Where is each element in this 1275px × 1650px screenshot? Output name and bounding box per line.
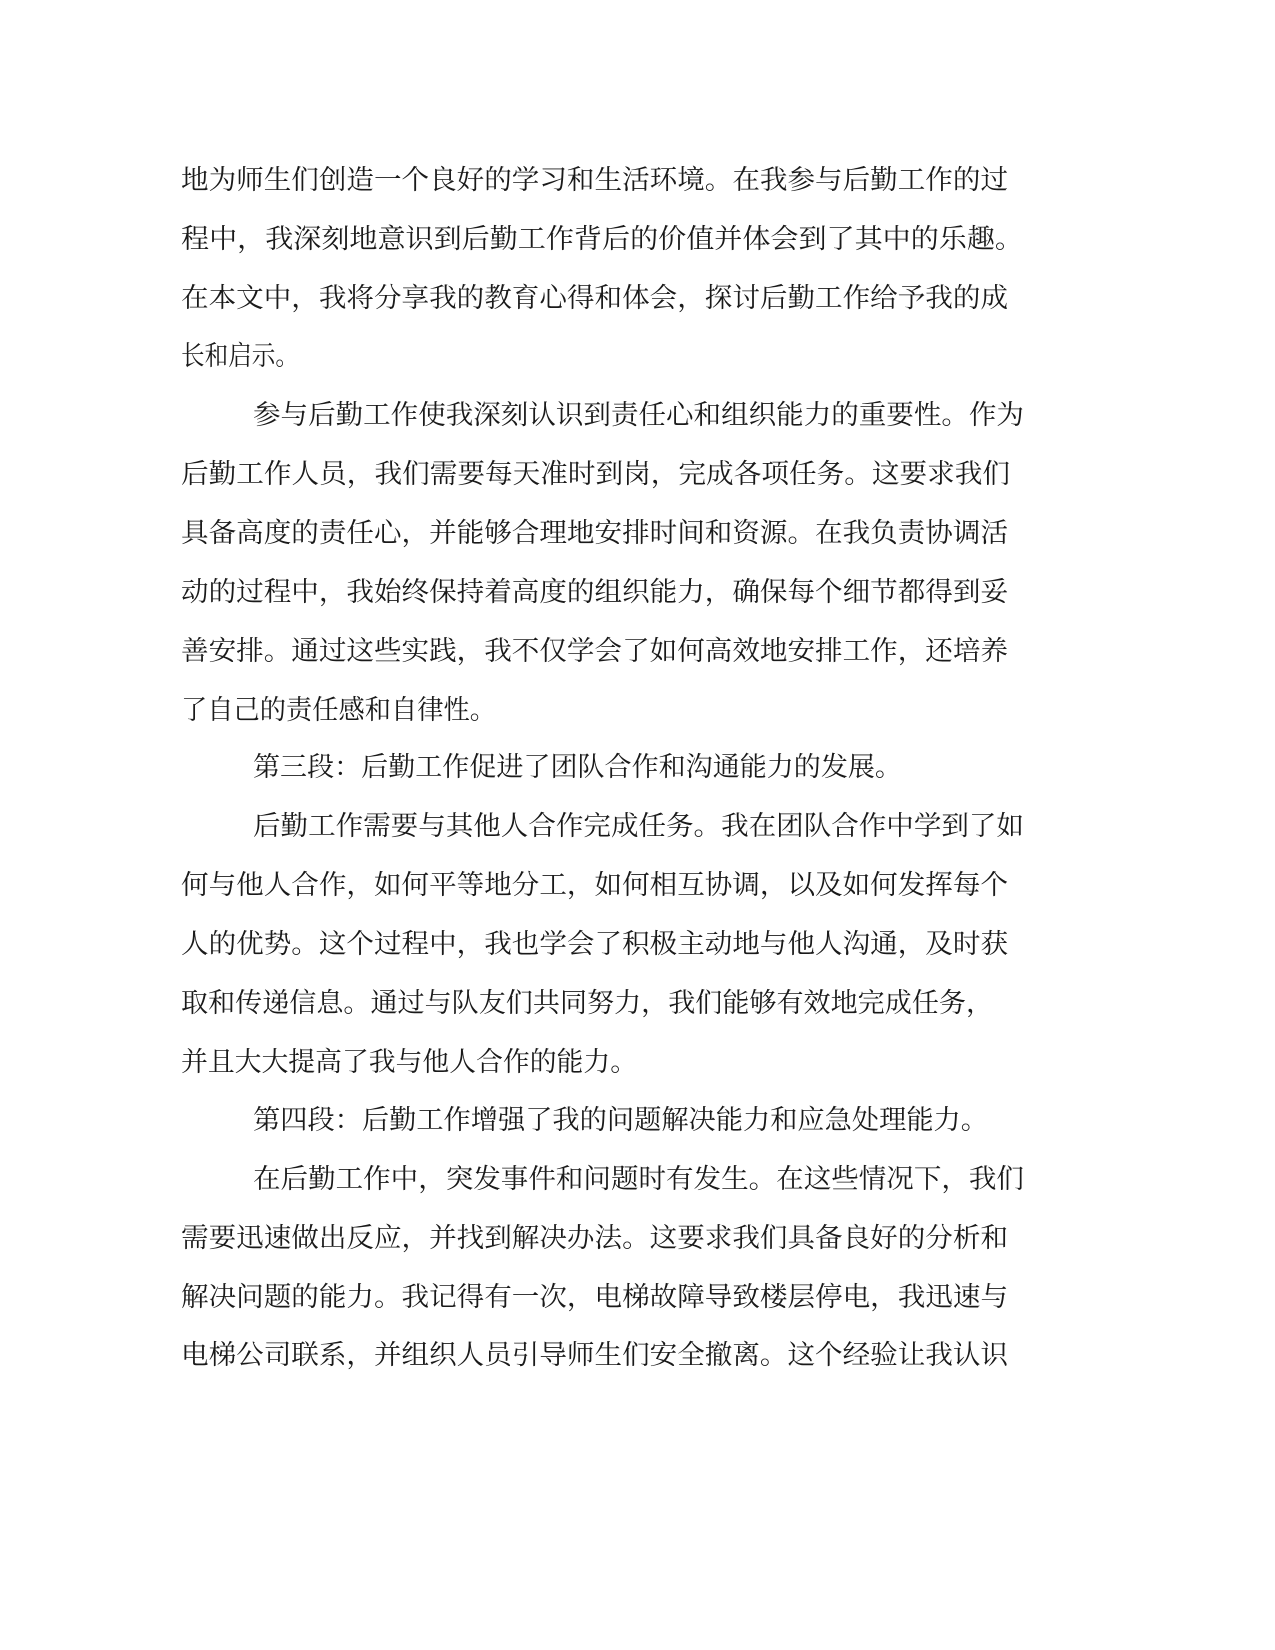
paragraph-first-line: 在后勤工作中，突发事件和问题时有发生。在这些情况下，我们 (253, 1164, 1024, 1195)
body-text-line: 需要迅速做出反应，并找到解决办法。这要求我们具备良好的分析和 (181, 1223, 1009, 1254)
body-text-line: 人的优势。这个过程中，我也学会了积极主动地与他人沟通，及时获 (181, 929, 1009, 960)
body-text-line: 了自己的责任感和自律性。 (181, 695, 496, 726)
body-text-line: 并且大大提高了我与他人合作的能力。 (181, 1047, 638, 1078)
section-heading: 第三段：后勤工作促进了团队合作和沟通能力的发展。 (253, 752, 902, 783)
body-text-line: 地为师生们创造一个良好的学习和生活环境。在我参与后勤工作的过 (181, 165, 1009, 196)
body-text-line: 何与他人合作，如何平等地分工，如何相互协调，以及如何发挥每个 (181, 870, 1009, 901)
body-text-line: 在本文中，我将分享我的教育心得和体会，探讨后勤工作给予我的成 (181, 283, 1009, 314)
body-text-line: 长和启示。 (181, 341, 300, 372)
section-heading: 第四段：后勤工作增强了我的问题解决能力和应急处理能力。 (253, 1105, 988, 1136)
body-text-line: 动的过程中，我始终保持着高度的组织能力，确保每个细节都得到妥 (181, 577, 1009, 608)
body-text-line: 程中，我深刻地意识到后勤工作背后的价值并体会到了其中的乐趣。 (181, 224, 1023, 255)
body-text-line: 善安排。通过这些实践，我不仅学会了如何高效地安排工作，还培养 (181, 636, 1009, 667)
paragraph-first-line: 后勤工作需要与其他人合作完成任务。我在团队合作中学到了如 (253, 811, 1024, 842)
body-text-line: 解决问题的能力。我记得有一次，电梯故障导致楼层停电，我迅速与 (181, 1282, 1009, 1313)
body-text-line: 取和传递信息。通过与队友们共同努力，我们能够有效地完成任务， (181, 988, 994, 1019)
body-text-line: 电梯公司联系，并组织人员引导师生们安全撤离。这个经验让我认识 (181, 1340, 1009, 1371)
body-text-line: 具备高度的责任心，并能够合理地安排时间和资源。在我负责协调活 (181, 518, 1009, 549)
paragraph-first-line: 参与后勤工作使我深刻认识到责任心和组织能力的重要性。作为 (253, 400, 1024, 431)
body-text-line: 后勤工作人员，我们需要每天准时到岗，完成各项任务。这要求我们 (181, 459, 1011, 490)
